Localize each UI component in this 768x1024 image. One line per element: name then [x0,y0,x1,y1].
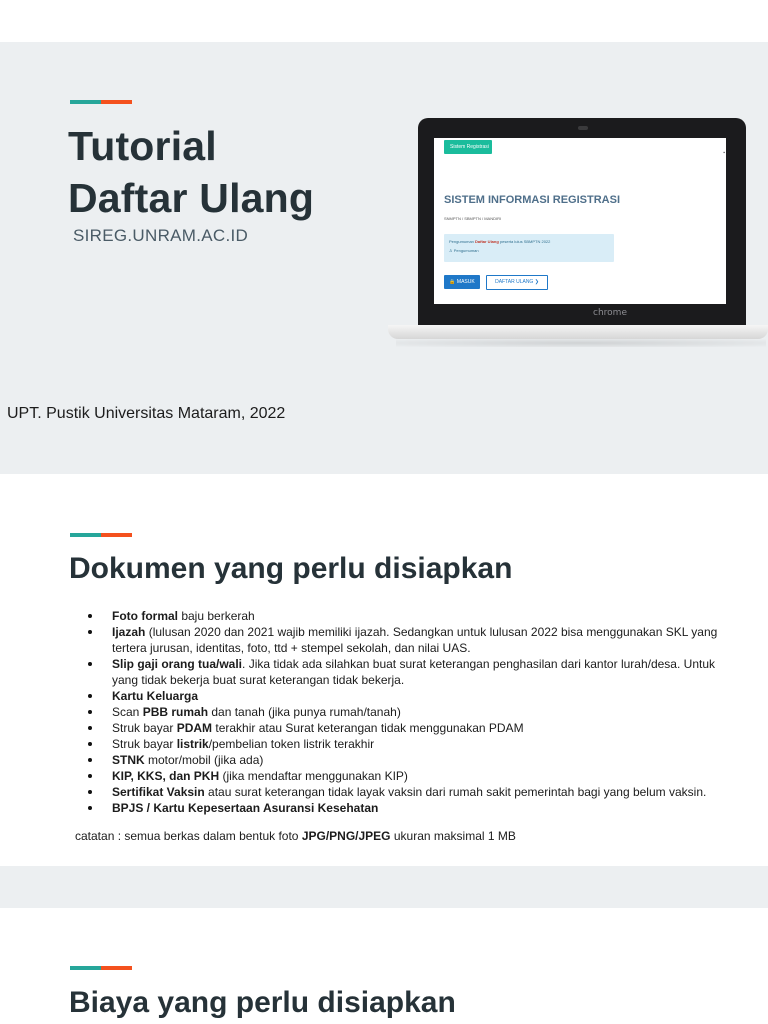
list-item [88,736,718,752]
accent-bar-orange [101,100,132,104]
page-title [68,120,314,224]
list-item-keyword: Kartu Keluarga [112,689,199,703]
laptop-brand-logo: chrome [593,308,627,318]
list-item-keyword: STNK [112,753,145,767]
section-title: Biaya yang perlu disiapkan [69,986,456,1019]
laptop-shadow [396,339,766,347]
list-item-keyword: PDAM [176,721,213,735]
list-item [88,704,718,720]
list-item-text: baju berkerah [178,609,255,623]
list-item-keyword: BPJS / Kartu Kepesertaan Asuransi Kesehatan [112,801,379,815]
list-item-keyword: KIP, KKS, dan PKH [112,769,220,783]
list-item-text: (jika mendaftar menggunakan KIP) [219,769,408,783]
list-item [88,656,718,688]
title-line-1: Tutorial [68,123,217,169]
list-item-text: . Jika tidak ada silahkan buat surat keterangan penghasilan dari kantor lurah/desa. Untuk yang tidak bekerja buat surat keterangan tidak bekerja. [112,657,715,687]
screen-login-button: 🔒 MASUK [444,275,480,289]
screen-info-line1 [449,239,550,244]
list-item [88,784,718,800]
list-item-text: /pembelian token listrik terakhir [208,737,375,751]
list-item-keyword: listrik [176,737,209,751]
laptop-image [388,118,768,354]
accent-bar [70,533,132,537]
section-title: Dokumen yang perlu disiapkan [69,552,513,585]
slide-documents [0,474,768,866]
laptop-lid [418,118,746,325]
list-item-keyword: Foto formal [112,609,178,623]
note-prefix: catatan : semua berkas dalam bentuk foto [75,829,302,843]
laptop-screen [434,138,726,304]
list-item [88,720,718,736]
list-item-text: motor/mobil (jika ada) [144,753,264,767]
list-item [88,768,718,784]
screen-nav-label: Sistem Registrasi [450,144,489,150]
title-line-2: Daftar Ulang [68,175,315,221]
list-item-keyword: Slip gaji orang tua/wali [112,657,243,671]
list-item [88,752,718,768]
accent-bar-orange [101,966,132,970]
list-item-prefix: Scan [112,705,143,719]
slide-separator [0,866,768,908]
slide-title [0,42,768,474]
screen-subheading: SNMPTN / SBMPTN / MANDIRI [444,216,502,221]
screen-reregister-button: DAFTAR ULANG ❯ [486,275,548,290]
screen-info-box [444,234,614,262]
screen-heading: SISTEM INFORMASI REGISTRASI [444,194,621,206]
screen-nav-button [444,140,492,154]
accent-bar-teal [70,533,101,537]
list-item [88,624,718,656]
list-item [88,800,718,816]
info-prefix: Pengumuman [449,239,476,244]
camera-icon [578,126,588,130]
list-item-text: (lulusan 2020 dan 2021 wajib memiliki ijazah. Sedangkan untuk lulusan 2022 bisa menggunakan SKL yang tertera jurusan, identitas, foto, ttd + stempel sekolah, dan nilai UAS. [112,625,718,655]
accent-bar-orange [101,533,132,537]
list-item-keyword: Ijazah [112,625,146,639]
list-item [88,608,718,624]
laptop-base [388,325,768,339]
note-text [75,829,516,843]
info-highlight: Daftar Ulang [475,239,499,244]
document-list [88,608,718,816]
screen-info-line2: ♙ Pengumuman [449,248,479,253]
accent-bar [70,100,132,104]
list-item-text: terakhir atau Surat keterangan tidak menggunakan PDAM [212,721,524,735]
note-formats: JPG/PNG/JPEG [301,829,391,843]
info-suffix: peserta lulus SBMPTN 2022 [498,239,551,244]
list-item-text: dan tanah (jika punya rumah/tanah) [208,705,401,719]
list-item-prefix: Struk bayar [112,721,177,735]
list-item-prefix: Struk bayar [112,737,177,751]
accent-bar-teal [70,966,101,970]
accent-bar [70,966,132,970]
list-item-keyword: Sertifikat Vaksin [112,785,205,799]
list-item [88,688,718,704]
slide-costs [0,908,768,1024]
note-suffix: ukuran maksimal 1 MB [390,829,516,843]
site-url: SIREG.UNRAM.AC.ID [73,226,249,245]
screen-scroll-icon: ▪ [723,150,725,156]
footer-credit: UPT. Pustik Universitas Mataram, 2022 [7,405,286,422]
list-item-text: atau surat keterangan tidak layak vaksin dari rumah sakit pemerintah bagi yang belum vaksin. [204,785,707,799]
list-item-keyword: PBB rumah [142,705,209,719]
accent-bar-teal [70,100,101,104]
